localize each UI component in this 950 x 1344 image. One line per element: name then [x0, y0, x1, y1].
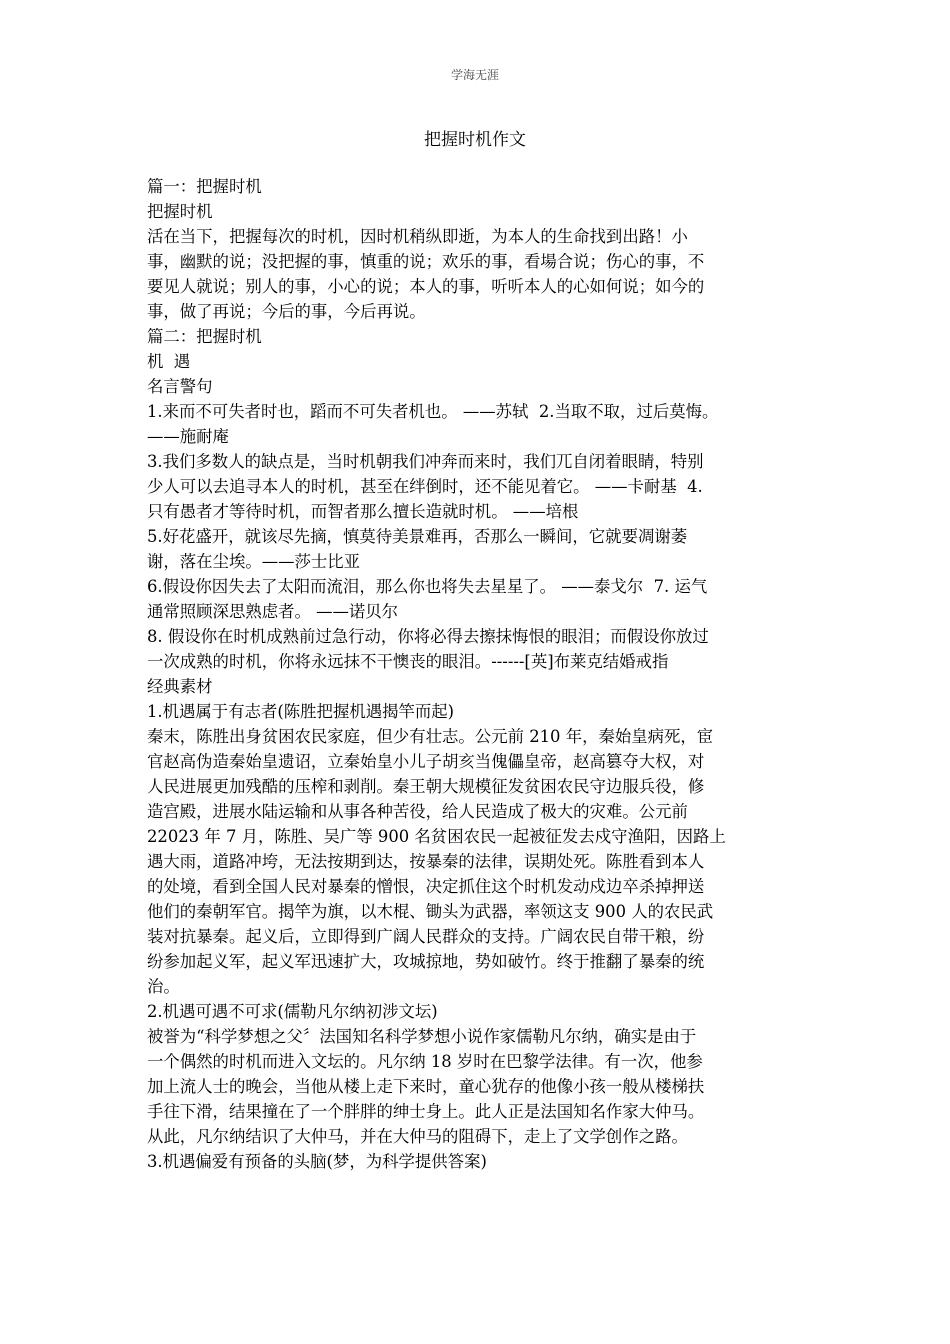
text-line: 一次成熟的时机，你将永远抹不干懊丧的眼泪。------[英]布莱克结婚戒指 — [147, 652, 669, 671]
text-line: 的处境，看到全国人民对暴秦的憎恨，决定抓住这个时机发动戍边卒杀掉押送 — [147, 877, 705, 896]
text-line: 纷参加起义军，起义军迅速扩大，攻城掠地，势如破竹。终于推翻了暴秦的统 — [147, 952, 705, 971]
text-line: 事，幽默的说；没把握的事，慎重的说；欢乐的事，看場合说；伤心的事，不 — [147, 252, 705, 271]
text-line: 要见人就说；别人的事，小心的说；本人的事，听听本人的心如何说；如今的 — [147, 277, 705, 296]
text-line: 被誉为“科学梦想之父〞法国知名科学梦想小说作家儒勒凡尔纳，确实是由于 — [147, 1027, 697, 1046]
text-line: 从此，凡尔纳结识了大仲马，并在大仲马的阻碍下，走上了文学创作之路。 — [147, 1127, 688, 1146]
text-line: 手往下滑，结果撞在了一个胖胖的绅士身上。此人正是法国知名作家大仲马。 — [147, 1102, 705, 1121]
text-line: 他们的秦朝军官。揭竿为旗，以木棍、锄头为武器，率领这支 900 人的农民武 — [147, 902, 714, 921]
text-line: 通常照顾深思熟虑者。 ——诺贝尔 — [147, 602, 399, 621]
text-line: 8. 假设你在时机成熟前过急行动，你将必得去擦抹悔恨的眼泪；而假设你放过 — [147, 627, 709, 646]
text-line: 加上流人士的晚会，当他从楼上走下来时，童心犹存的他像小孩一般从楼梯扶 — [147, 1077, 705, 1096]
text-line: 少人可以去追寻本人的时机，甚至在绊倒时，还不能见着它。 ——卡耐基 4. — [147, 477, 703, 496]
text-line: 造宫殿，进展水陆运输和从事各种苦役，给人民造成了极大的灾难。公元前 — [147, 802, 688, 821]
text-line: 1.来而不可失者时也，蹈而不可失者机也。 ——苏轼 2.当取不取，过后莫悔。 — [147, 402, 719, 421]
text-line: 篇二：把握时机 — [147, 327, 262, 346]
text-line: 谢，落在尘埃。——莎士比亚 — [147, 552, 361, 571]
text-line: 事，做了再说；今后的事，今后再说。 — [147, 302, 426, 321]
text-line: 经典素材 — [147, 677, 213, 696]
text-line: 5.好花盛开，就该尽先摘，慎莫待美景难再，否那么一瞬间，它就要凋谢萎 — [147, 527, 688, 546]
text-line: 只有愚者才等待时机，而智者那么擅长造就时机。 ——培根 — [147, 502, 579, 521]
text-line: 22023 年 7 月，陈胜、吴广等 900 名贫困农民一起被征发去戍守渔阳，因路上 — [147, 827, 726, 846]
text-line: 篇一：把握时机 — [147, 177, 262, 196]
text-line: 遇大雨，道路冲垮，无法按期到达，按暴秦的法律，误期处死。陈胜看到本人 — [147, 852, 705, 871]
document-title: 把握时机作文 — [424, 130, 526, 150]
text-line: 1.机遇属于有志者(陈胜把握机遇揭竿而起) — [147, 702, 455, 721]
text-line: 2.机遇可遇不可求(儒勒凡尔纳初涉文坛) — [147, 1002, 438, 1021]
text-line: 3.机遇偏爱有预备的头脑(梦，为科学提供答案) — [147, 1152, 487, 1171]
text-line: 3.我们多数人的缺点是，当时机朝我们冲奔而来时，我们兀自闭着眼睛，特别 — [147, 452, 704, 471]
text-line: ——施耐庵 — [147, 427, 229, 446]
text-line: 把握时机 — [147, 202, 213, 221]
page-header: 学海无涯 — [450, 68, 499, 82]
text-line: 治。 — [147, 977, 180, 996]
text-line: 装对抗暴秦。起义后，立即得到广阔人民群众的支持。广阔农民自带干粮，纷 — [147, 927, 705, 946]
text-line: 活在当下，把握每次的时机，因时机稍纵即逝，为本人的生命找到出路！小 — [147, 227, 688, 246]
text-line: 官赵高伪造秦始皇遗诏，立秦始皇小儿子胡亥当傀儡皇帝，赵高篡夺大权，对 — [147, 752, 705, 771]
text-line: 人民进展更加残酷的压榨和剥削。秦王朝大规模征发贫困农民守边服兵役，修 — [147, 777, 705, 796]
text-line: 秦末，陈胜出身贫困农民家庭，但少有壮志。公元前 210 年，秦始皇病死，宦 — [147, 727, 714, 746]
text-line: 机 遇 — [147, 352, 191, 371]
text-line: 一个偶然的时机而进入文坛的。凡尔纳 18 岁时在巴黎学法律。有一次，他参 — [147, 1052, 703, 1071]
document-body — [147, 174, 807, 1174]
text-line: 6.假设你因失去了太阳而流泪，那么你也将失去星星了。 ——泰戈尔 7. 运气 — [147, 577, 708, 596]
text-line: 名言警句 — [147, 377, 213, 396]
